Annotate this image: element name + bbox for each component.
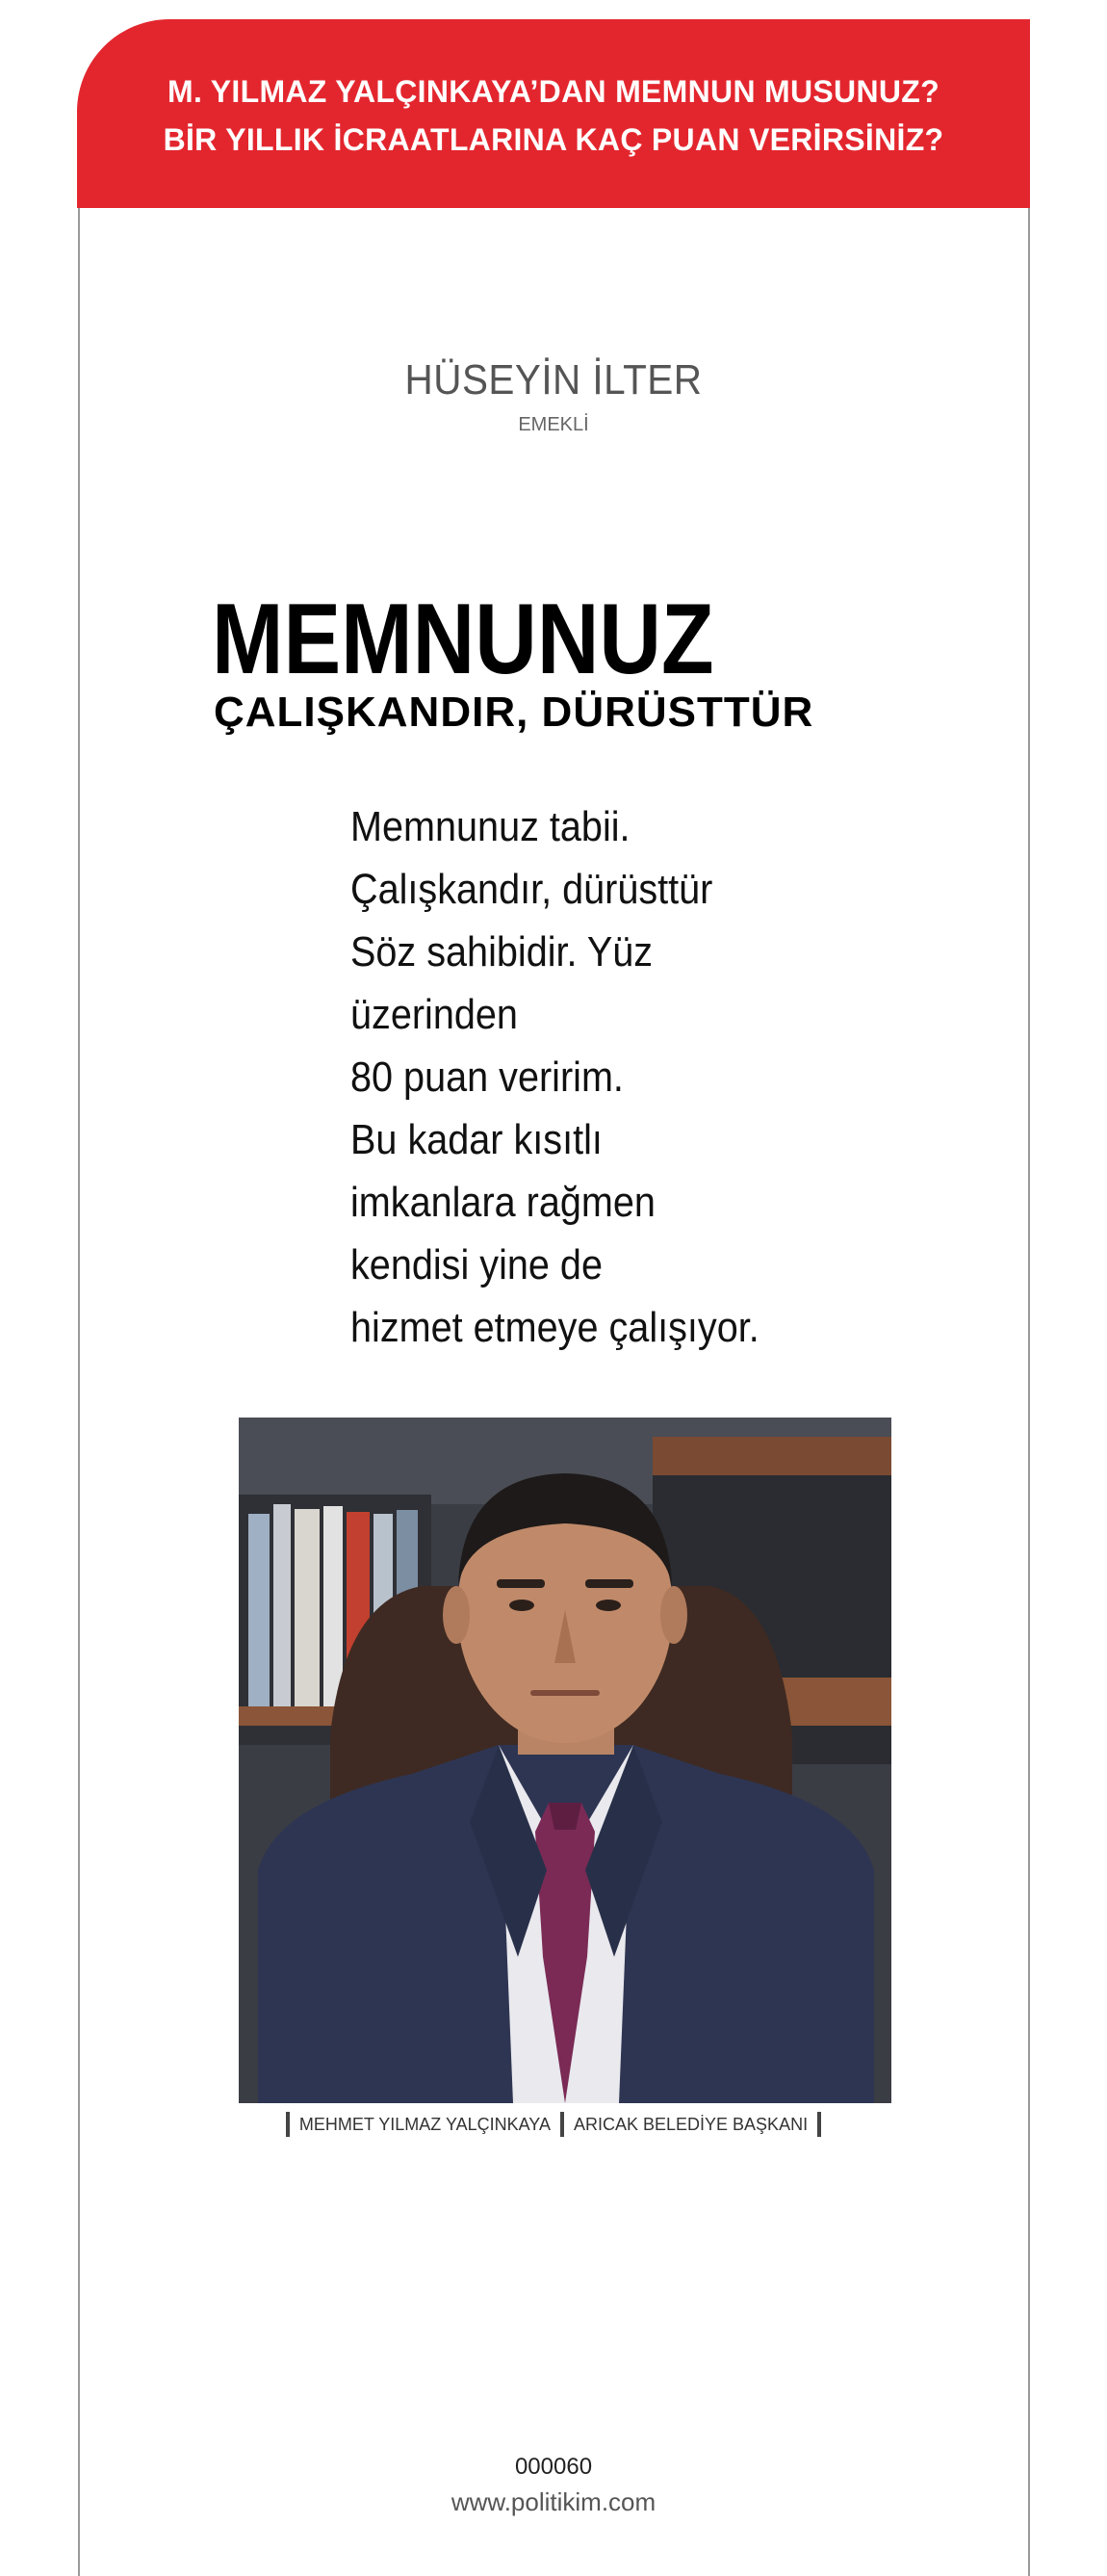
banner-question-line-2: BİR YILLIK İCRAATLARINA KAÇ PUAN VERİRSİNİZ?: [163, 122, 944, 157]
frame-border-right: [1028, 208, 1030, 2576]
caption-divider: [817, 2112, 821, 2137]
subheadline: ÇALIŞKANDIR, DÜRÜSTTÜR: [214, 689, 814, 736]
quote-line: Bu kadar kısıtlı: [350, 1116, 603, 1163]
quote-line: Çalışkandır, dürüsttür: [350, 866, 713, 913]
header-banner: [77, 19, 1030, 208]
author-name: HÜSEYİN İLTER: [404, 356, 703, 403]
quote-line: kendisi yine de: [350, 1241, 603, 1288]
portrait-photo: [239, 1418, 891, 2103]
quote-body: [350, 795, 801, 1359]
frame-border-left: [78, 208, 80, 2576]
quote-line: Söz sahibidir. Yüz: [350, 928, 654, 976]
caption-person-title: ARICAK BELEDİYE BAŞKANI: [573, 2114, 809, 2134]
author-occupation: EMEKLİ: [518, 414, 589, 435]
quote-line: 80 puan veririm.: [350, 1054, 624, 1101]
caption-divider: [286, 2112, 290, 2137]
quote-line: hizmet etmeye çalışıyor.: [350, 1304, 759, 1351]
caption-person-name: MEHMET YILMAZ YALÇINKAYA: [298, 2114, 551, 2134]
footer-code: 000060: [514, 2454, 593, 2480]
photo-caption: [0, 2112, 1107, 2137]
quote-line: Memnunuz tabii.: [350, 803, 631, 850]
quote-line: üzerinden: [350, 991, 518, 1038]
footer-website: www.politikim.com: [451, 2487, 656, 2516]
quote-line: imkanlara rağmen: [350, 1179, 656, 1226]
banner-question-line-1: M. YILMAZ YALÇINKAYA’DAN MEMNUN MUSUNUZ?: [167, 74, 940, 109]
headline: MEMNUNUZ: [212, 584, 714, 695]
caption-divider: [560, 2112, 564, 2137]
